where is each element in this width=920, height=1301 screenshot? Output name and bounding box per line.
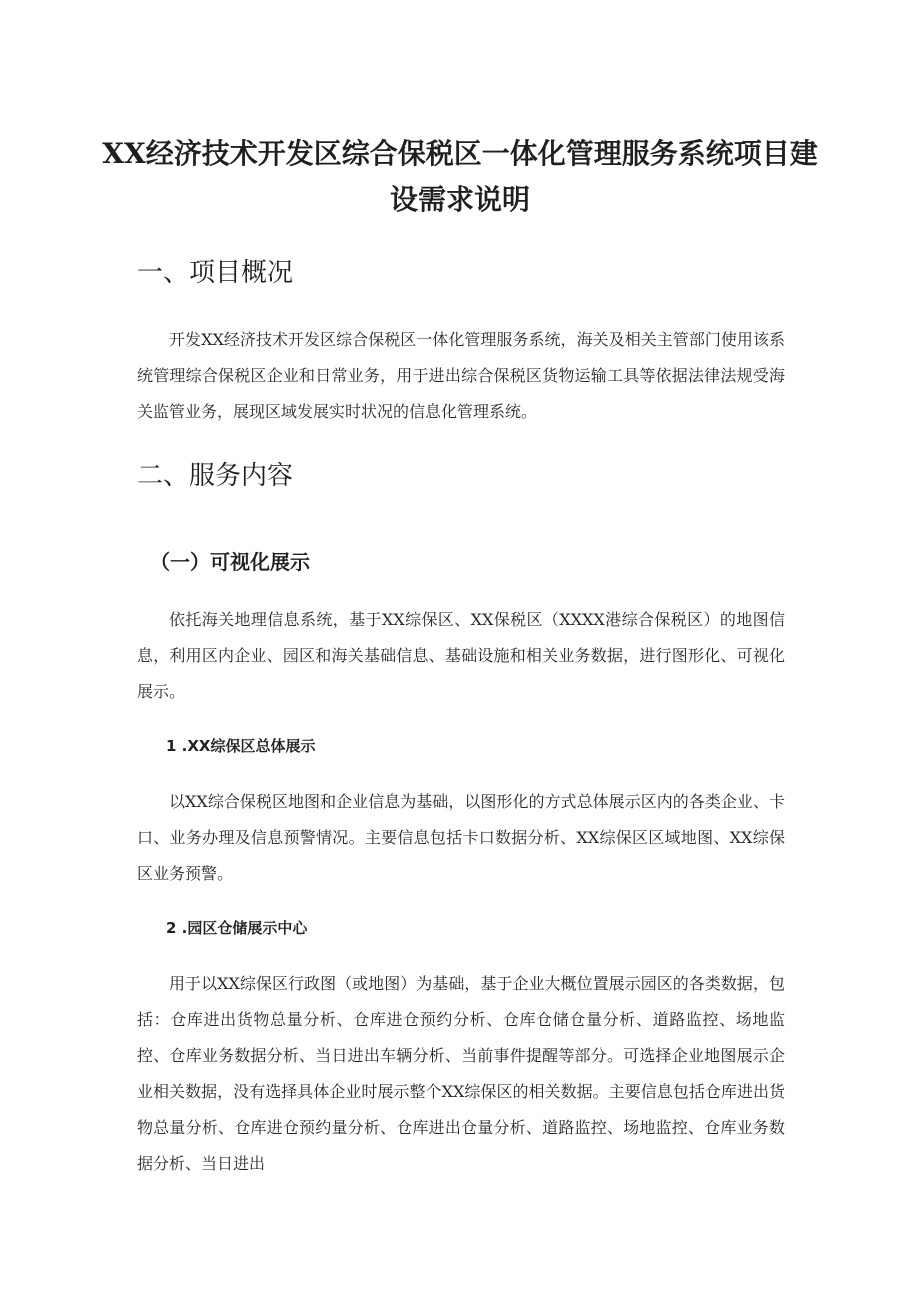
warehouse-center-paragraph: 用于以XX综保区行政图（或地图）为基础，基于企业大概位置展示园区的各类数据，包括：仓库进出货物总量分析、仓库进仓预约分析、仓库仓储仓量分析、道路监控、场地监控、仓库业务数据分析、当日进出车辆分析、当前事件提醒等部分。可选择企业地图展示企业相关数据，没有选择具体企业时展示整个XX综保区的相关数据。主要信息包括仓库进出货物总量分析、仓库进仓预约量分析、仓库进出仓量分析、道路监控、场地监控、仓库业务数据分析、当日进出 (137, 974, 785, 1173)
overall-display-paragraph: 以XX综合保税区地图和企业信息为基础，以图形化的方式总体展示区内的各类企业、卡口、业务办理及信息预警情况。主要信息包括卡口数据分析、XX综保区区域地图、XX综保区业务预警。 (137, 792, 785, 883)
document-title-line-2: 设需求说明 (389, 183, 530, 216)
section-heading-overview: 一、项目概况 (137, 258, 294, 288)
section-heading-services: 二、服务内容 (137, 461, 294, 491)
overview-paragraph: 开发XX经济技术开发区综合保税区一体化管理服务系统，海关及相关主管部门使用该系统管理综合保税区企业和日常业务，用于进出综合保税区货物运输工具等依据法律法规受海关监管业务，展现区域发展实时状况的信息化管理系统。 (137, 330, 785, 421)
subsection-heading-visualization: （一）可视化展示 (150, 550, 310, 574)
document-title-line-1: XX经济技术开发区综合保税区一体化管理服务系统项目建 (102, 137, 818, 170)
item-heading-warehouse-center: 2 .园区仓储展示中心 (166, 919, 308, 937)
item-heading-overall-display: 1 .XX综保区总体展示 (166, 737, 316, 755)
visualization-paragraph: 依托海关地理信息系统，基于XX综保区、XX保税区（XXXX港综合保税区）的地图信息，利用区内企业、园区和海关基础信息、基础设施和相关业务数据，进行图形化、可视化展示。 (137, 610, 785, 701)
